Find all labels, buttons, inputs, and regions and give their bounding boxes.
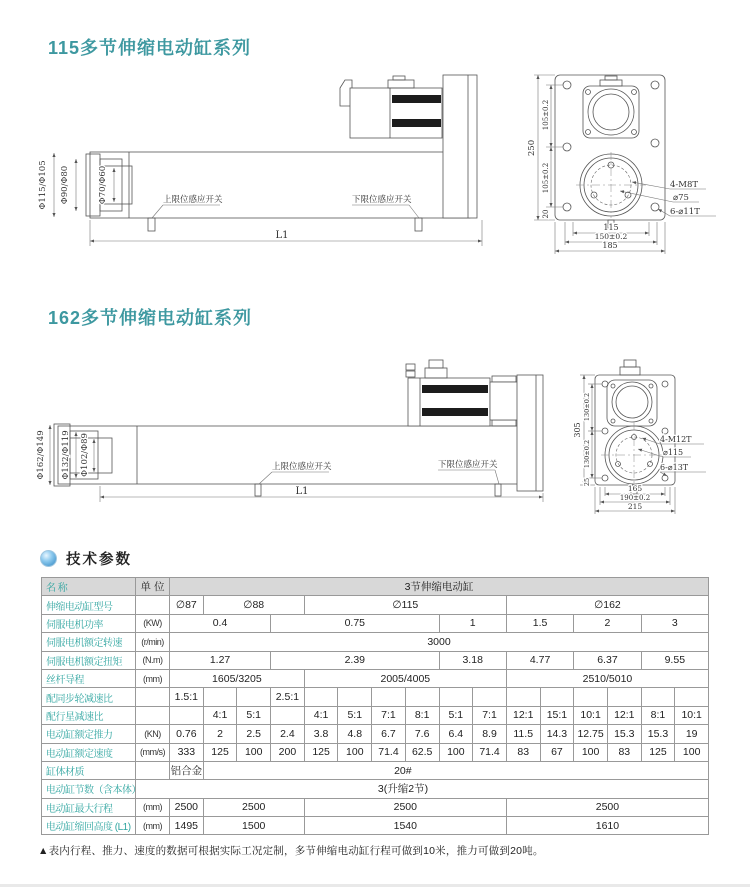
- gear-adapter-162: [490, 382, 518, 420]
- series-162-title: 162多节伸缩电动缸系列: [48, 308, 253, 328]
- hole-pitch-a-115: 105±0.2: [542, 99, 550, 131]
- upper-switch-label: 上限位感应开关: [163, 194, 223, 204]
- footnote: ▲表内行程、推力、速度的数据可根据实际工况定制，多节伸缩电动缸行程可做到10米，推力可做到20吨。: [38, 845, 544, 857]
- side-view-162: [36, 360, 543, 502]
- specs-heading-text: 技术参数: [66, 552, 132, 568]
- row-motor-power: 伺服电机功率 (KW) 0.4 0.75 1 1.5 2 3: [42, 614, 709, 632]
- length-label-162: L1: [295, 486, 309, 497]
- row-rated-torque: 伺服电机额定扭矩 (N.m) 1.27 2.39 3.18 4.77 6.37 9.55: [42, 651, 709, 669]
- bottom-dim-mid-115: 150±0.2: [594, 232, 628, 241]
- lower-switch-label: 下限位感应开关: [352, 194, 412, 204]
- rear-flange-162: [517, 375, 543, 491]
- callout-circle-115: ⌀75: [673, 193, 689, 203]
- upper-switch-tab: [255, 484, 261, 496]
- edge-dim-115: 20: [542, 209, 550, 219]
- spec-table: [41, 577, 709, 835]
- row-model: 伸缩电动缸型号 ∅87 ∅88 ∅115 ∅162: [42, 596, 709, 614]
- rear-flange-115: [443, 75, 477, 218]
- hole-pitch-a-162: 130±0.2: [583, 392, 591, 422]
- specs-heading: [40, 548, 132, 569]
- end-view-115: [527, 75, 716, 254]
- row-planetary-ratio: 配行星减速比 4:1 5:1 4:1 5:1 7:1 8:1 5:1 7:1 12:1 15:1 10:1 12:1 8:1 10:1: [42, 706, 709, 724]
- bottom-dim-inner-115: 115: [603, 223, 619, 232]
- row-screw-lead: 丝杆导程 (mm) 1605/3205 2005/4005 2510/5010: [42, 669, 709, 687]
- upper-switch-tab: [148, 218, 155, 231]
- series-115-title: 115多节伸缩电动缸系列: [48, 38, 252, 58]
- drawing-115: [30, 52, 750, 287]
- dia-label-outer: Φ115/Φ105: [38, 160, 48, 210]
- table-header-row: [42, 578, 709, 596]
- end-view-162: [573, 360, 706, 514]
- bottom-dim-mid-162: 190±0.2: [619, 494, 651, 502]
- dia-label-mid: Φ90/Φ80: [60, 165, 70, 205]
- callout-bolt-162: 4-M12T: [660, 435, 692, 444]
- col-header-unit: 单 位: [136, 578, 170, 596]
- drawing-162: [30, 338, 750, 533]
- dia-label-mid: Φ132/Φ119: [61, 430, 71, 480]
- end-height-115: 250: [527, 139, 537, 157]
- callout-circle-162: ⌀115: [663, 448, 684, 457]
- dia-label-inner: Φ102/Φ89: [80, 433, 90, 477]
- col-header-group: 3节伸缩电动缸: [170, 578, 709, 596]
- dia-label-outer: Φ162/Φ149: [36, 430, 46, 480]
- motor-115: [340, 76, 442, 138]
- row-max-stroke: 电动缸最大行程 (mm) 2500 2500 2500 2500: [42, 798, 709, 816]
- callout-bolt-115: 4-M8T: [670, 180, 699, 190]
- bottom-dim-outer-162: 215: [627, 502, 643, 511]
- hole-pitch-b-115: 105±0.2: [542, 162, 550, 194]
- row-section-count: 电动缸节数（含本体） 3(升缩2节): [42, 780, 709, 798]
- col-header-name: 名 称: [42, 578, 136, 596]
- row-body-material: 缸体材质 铝合金 20#: [42, 761, 709, 779]
- row-rated-velocity: 电动缸额定速度 (mm/s) 333 125 100 200 125 100 71.4 62.5 100 71.4 83 67 100 83 125 100: [42, 743, 709, 761]
- lower-switch-tab: [495, 484, 501, 496]
- sphere-bullet-icon: [40, 550, 57, 567]
- row-rated-speed: 伺服电机额定转速 (r/min) 3000: [42, 633, 709, 651]
- bottom-dim-inner-162: 165: [627, 484, 643, 493]
- row-rated-thrust: 电动缸额定推力 (KN) 0.76 2 2.5 2.4 3.8 4.8 6.7 7.6 6.4 8.9 11.5 14.3 12.75 15.3 15.3 19: [42, 725, 709, 743]
- dia-label-inner: Φ70/Φ60: [98, 165, 108, 205]
- bottom-dim-outer-115: 185: [602, 241, 618, 250]
- row-retracted-height: 电动缸缩回高度 (L1) (mm) 1495 1500 1540 1610: [42, 817, 709, 835]
- callout-holes-115: 6-⌀11T: [670, 207, 700, 217]
- side-view-115: [38, 75, 482, 246]
- length-label-115: L1: [275, 230, 289, 241]
- end-height-162: 305: [573, 422, 582, 438]
- row-sync-ratio: 配同步轮减速比 1.5:1 2.5:1: [42, 688, 709, 706]
- callout-holes-162: 6-⌀13T: [660, 463, 689, 472]
- lower-switch-label: 下限位感应开关: [438, 459, 498, 469]
- hole-pitch-b-162: 130±0.2: [583, 439, 591, 469]
- lower-switch-tab: [415, 218, 422, 231]
- edge-dim-162: 25: [583, 477, 591, 487]
- motor-162: [406, 360, 490, 426]
- upper-switch-label: 上限位感应开关: [272, 461, 332, 471]
